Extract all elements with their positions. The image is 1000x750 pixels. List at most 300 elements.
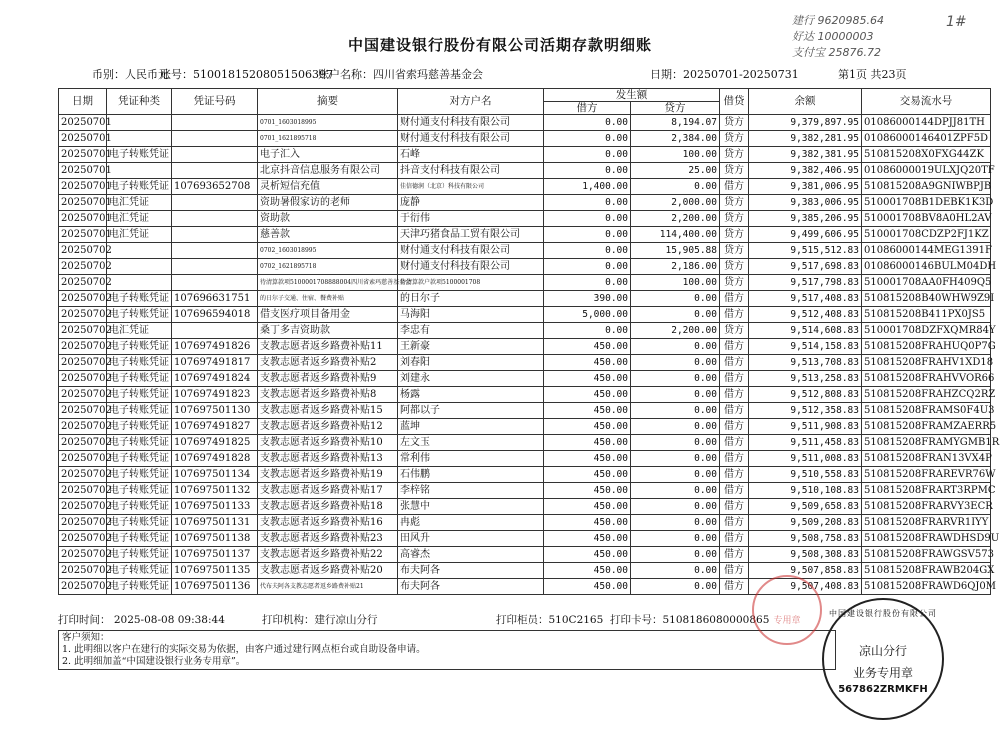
notes-line-2: 2. 此明细加盖“中国建设银行业务专用章”。 (62, 656, 246, 667)
cell-credit: 0.00 (631, 531, 720, 547)
print-time: 打印时间： 2025-08-08 09:38:44 (58, 614, 225, 626)
cell-date: 20250701 (59, 179, 107, 195)
cell-credit: 0.00 (631, 355, 720, 371)
cell-credit: 0.00 (631, 291, 720, 307)
cell-summary: 支教志愿者返乡路费补贴10 (258, 435, 398, 451)
table-row (59, 483, 991, 499)
cell-debit: 0.00 (544, 131, 631, 147)
cell-counterparty: 高睿杰 (398, 547, 544, 563)
cell-debit: 450.00 (544, 467, 631, 483)
cell-credit: 0.00 (631, 563, 720, 579)
red-seal-impression (752, 575, 822, 645)
table-row (59, 579, 991, 595)
cell-date: 20250702 (59, 355, 107, 371)
cell-voucher-type: 电子转账凭证 (107, 291, 172, 307)
cell-voucher-type: 电子转账凭证 (107, 547, 172, 563)
cell-counterparty: 天津巧猪食品工贸有限公司 (398, 227, 544, 243)
cell-dc: 贷方 (720, 227, 749, 243)
cell-debit: 450.00 (544, 403, 631, 419)
cell-summary: 代布夫阿各支教志愿者返乡路费补贴21 (258, 579, 398, 595)
cell-voucher-no: 107697501135 (172, 563, 258, 579)
table-row (59, 451, 991, 467)
col-counterparty: 对方户名 (398, 89, 544, 115)
cell-dc: 借方 (720, 403, 749, 419)
page-title: 中国建设银行股份有限公司活期存款明细账 (347, 36, 652, 54)
cell-credit: 0.00 (631, 499, 720, 515)
cell-serial: 510815208FRAHVVOR66 (862, 371, 991, 387)
handwritten-corner-mark: 1# (946, 14, 967, 30)
table-row (59, 307, 991, 323)
cell-credit: 0.00 (631, 515, 720, 531)
cell-credit: 2,384.00 (631, 131, 720, 147)
cell-counterparty: 常利伟 (398, 451, 544, 467)
cell-voucher-type: 电子转账凭证 (107, 371, 172, 387)
cell-balance: 9,382,281.95 (749, 131, 862, 147)
cell-voucher-type (107, 259, 172, 275)
cell-dc: 贷方 (720, 131, 749, 147)
cell-voucher-no: 107697501133 (172, 499, 258, 515)
cell-date: 20250702 (59, 499, 107, 515)
cell-counterparty: 财付通支付科技有限公司 (398, 259, 544, 275)
cell-voucher-no (172, 211, 258, 227)
table-row (59, 387, 991, 403)
cell-counterparty: 佳信德润（北京）科技有限公司 (398, 179, 544, 195)
table-row (59, 211, 991, 227)
cell-balance: 9,511,908.83 (749, 419, 862, 435)
cell-serial: 510815208FRAWDHSD9U (862, 531, 991, 547)
cell-voucher-no: 107697491823 (172, 387, 258, 403)
date-range: 日期：20250701-20250731 (650, 68, 799, 81)
cell-voucher-no: 107697501137 (172, 547, 258, 563)
cell-balance: 9,514,158.83 (749, 339, 862, 355)
cell-voucher-type: 电汇凭证 (107, 195, 172, 211)
cell-voucher-type (107, 131, 172, 147)
table-row (59, 243, 991, 259)
cell-serial: 510815208FRAMS0F4U3 (862, 403, 991, 419)
cell-balance: 9,509,208.83 (749, 515, 862, 531)
cell-voucher-type: 电子转账凭证 (107, 499, 172, 515)
cell-credit: 2,000.00 (631, 195, 720, 211)
table-row (59, 147, 991, 163)
cell-serial: 510815208X0FXG44ZK (862, 147, 991, 163)
cell-debit: 5,000.00 (544, 307, 631, 323)
cell-counterparty: 田风升 (398, 531, 544, 547)
cell-voucher-type: 电子转账凭证 (107, 467, 172, 483)
cell-balance: 9,515,512.83 (749, 243, 862, 259)
cell-dc: 贷方 (720, 259, 749, 275)
header-row (59, 89, 991, 102)
cell-date: 20250701 (59, 147, 107, 163)
cell-debit: 390.00 (544, 291, 631, 307)
cell-credit: 2,200.00 (631, 211, 720, 227)
cell-debit: 450.00 (544, 435, 631, 451)
cell-counterparty: 财付通支付科技有限公司 (398, 243, 544, 259)
cell-voucher-type: 电子转账凭证 (107, 419, 172, 435)
ledger-table (58, 88, 1000, 595)
cell-dc: 借方 (720, 387, 749, 403)
table-row (59, 403, 991, 419)
cell-debit: 0.00 (544, 259, 631, 275)
cell-balance: 9,510,108.83 (749, 483, 862, 499)
cell-counterparty: 抖音支付科技有限公司 (398, 163, 544, 179)
cell-dc: 借方 (720, 531, 749, 547)
cell-dc: 借方 (720, 483, 749, 499)
cell-counterparty: 刘建永 (398, 371, 544, 387)
cell-date: 20250701 (59, 211, 107, 227)
currency-label: 币别：人民币元 (92, 68, 169, 81)
cell-voucher-no: 107697491828 (172, 451, 258, 467)
cell-dc: 借方 (720, 307, 749, 323)
customer-notes (58, 630, 836, 670)
cell-voucher-no: 107697501136 (172, 579, 258, 595)
col-dc: 借贷 (720, 89, 749, 115)
cell-serial: 510815208FRARVY3ECR (862, 499, 991, 515)
cell-balance: 9,383,006.95 (749, 195, 862, 211)
notes-heading: 客户须知： (62, 632, 110, 643)
cell-debit: 450.00 (544, 579, 631, 595)
cell-serial: 510001708B1DEBK1K3D (862, 195, 991, 211)
cell-voucher-no (172, 115, 258, 131)
cell-voucher-type: 电子转账凭证 (107, 451, 172, 467)
cell-date: 20250702 (59, 531, 107, 547)
cell-counterparty: 杨露 (398, 387, 544, 403)
cell-date: 20250702 (59, 579, 107, 595)
cell-summary: 支教志愿者返乡路费补贴20 (258, 563, 398, 579)
cell-balance: 9,382,406.95 (749, 163, 862, 179)
cell-debit: 0.00 (544, 227, 631, 243)
cell-voucher-type: 电子转账凭证 (107, 307, 172, 323)
cell-balance: 9,512,358.83 (749, 403, 862, 419)
cell-debit: 1,400.00 (544, 179, 631, 195)
cell-voucher-no: 107697491825 (172, 435, 258, 451)
cell-dc: 借方 (720, 451, 749, 467)
table-row (59, 339, 991, 355)
cell-voucher-no (172, 131, 258, 147)
cell-voucher-no: 107696594018 (172, 307, 258, 323)
cell-summary: 支教志愿者返乡路费补贴2 (258, 355, 398, 371)
cell-serial: 01086000019ULXJQ20TF (862, 163, 991, 179)
cell-counterparty: 财付通支付科技有限公司 (398, 131, 544, 147)
cell-serial: 510815208FRAWGSV573 (862, 547, 991, 563)
cell-credit: 114,400.00 (631, 227, 720, 243)
cell-counterparty: 王新豪 (398, 339, 544, 355)
cell-debit: 450.00 (544, 371, 631, 387)
cell-counterparty: 刘春阳 (398, 355, 544, 371)
cell-debit: 450.00 (544, 563, 631, 579)
cell-balance: 9,499,606.95 (749, 227, 862, 243)
cell-summary: 的日尔子交通、住宿、餐费补贴 (258, 291, 398, 307)
cell-date: 20250701 (59, 195, 107, 211)
cell-voucher-type: 电子转账凭证 (107, 579, 172, 595)
cell-debit: 0.00 (544, 163, 631, 179)
cell-debit: 0.00 (544, 195, 631, 211)
cell-balance: 9,509,658.83 (749, 499, 862, 515)
cell-counterparty: 阿都以子 (398, 403, 544, 419)
cell-voucher-no (172, 227, 258, 243)
cell-serial: 510815208FRAWD6QJ0M (862, 579, 991, 595)
cell-dc: 贷方 (720, 275, 749, 291)
table-row (59, 355, 991, 371)
col-date: 日期 (59, 89, 107, 115)
cell-serial: 510815208FRAWB204GX (862, 563, 991, 579)
cell-dc: 借方 (720, 419, 749, 435)
cell-date: 20250702 (59, 515, 107, 531)
handwritten-note-3: 支付宝 25876.72 (792, 46, 881, 59)
stamp-branch: 凉山分行 (858, 644, 907, 658)
cell-serial: 510815208FRAHV1XD18 (862, 355, 991, 371)
cell-date: 20250702 (59, 435, 107, 451)
cell-summary: 支教志愿者返乡路费补贴13 (258, 451, 398, 467)
cell-date: 20250701 (59, 131, 107, 147)
cell-dc: 贷方 (720, 243, 749, 259)
cell-balance: 9,514,608.83 (749, 323, 862, 339)
cell-date: 20250701 (59, 227, 107, 243)
cell-voucher-no: 107696631751 (172, 291, 258, 307)
cell-credit: 100.00 (631, 147, 720, 163)
cell-dc: 贷方 (720, 195, 749, 211)
cell-debit: 0.00 (544, 147, 631, 163)
cell-balance: 9,510,558.83 (749, 467, 862, 483)
cell-voucher-no: 107697491824 (172, 371, 258, 387)
cell-date: 20250702 (59, 307, 107, 323)
cell-voucher-no: 107697501132 (172, 483, 258, 499)
cell-summary: 0701_1603018995 (258, 115, 398, 131)
table-row (59, 195, 991, 211)
cell-serial: 510815208FRAN13VX4P (862, 451, 991, 467)
stamp-label: 业务专用章 (852, 666, 913, 680)
cell-date: 20250701 (59, 115, 107, 131)
cell-date: 20250701 (59, 163, 107, 179)
cell-voucher-type: 电子转账凭证 (107, 339, 172, 355)
cell-voucher-no: 107697491827 (172, 419, 258, 435)
cell-voucher-type: 电子转账凭证 (107, 179, 172, 195)
cell-voucher-no: 107697501134 (172, 467, 258, 483)
table-row (59, 163, 991, 179)
cell-voucher-no: 107697501138 (172, 531, 258, 547)
cell-voucher-type: 电汇凭证 (107, 323, 172, 339)
cell-serial: 510815208FRAHZCQ2RZ (862, 387, 991, 403)
cell-counterparty: 李梓铭 (398, 483, 544, 499)
cell-dc: 借方 (720, 339, 749, 355)
cell-summary: 支教志愿者返乡路费补贴23 (258, 531, 398, 547)
cell-credit: 0.00 (631, 339, 720, 355)
cell-credit: 0.00 (631, 467, 720, 483)
cell-credit: 8,194.07 (631, 115, 720, 131)
cell-credit: 2,186.00 (631, 259, 720, 275)
cell-debit: 0.00 (544, 323, 631, 339)
table-row (59, 563, 991, 579)
cell-credit: 0.00 (631, 179, 720, 195)
cell-balance: 9,381,006.95 (749, 179, 862, 195)
cell-date: 20250702 (59, 275, 107, 291)
cell-date: 20250702 (59, 291, 107, 307)
cell-balance: 9,508,758.83 (749, 531, 862, 547)
cell-balance: 9,511,008.83 (749, 451, 862, 467)
table-row (59, 419, 991, 435)
cell-counterparty: 石峰 (398, 147, 544, 163)
cell-credit: 100.00 (631, 275, 720, 291)
cell-counterparty: 待清算款户款项5100001708 (398, 275, 544, 291)
cell-balance: 9,512,808.83 (749, 387, 862, 403)
cell-counterparty: 财付通支付科技有限公司 (398, 115, 544, 131)
cell-credit: 0.00 (631, 483, 720, 499)
bank-business-stamp (822, 598, 944, 720)
cell-counterparty: 石伟鹏 (398, 467, 544, 483)
table-row (59, 547, 991, 563)
cell-balance: 9,379,897.95 (749, 115, 862, 131)
cell-summary: 支教志愿者返乡路费补贴9 (258, 371, 398, 387)
cell-date: 20250702 (59, 483, 107, 499)
notes-line-1: 1. 此明细以客户在建行的实际交易为依据，由客户通过建行网点柜台或自助设备申请。 (62, 644, 426, 655)
cell-serial: 01086000146401ZPF5D (862, 131, 991, 147)
cell-debit: 450.00 (544, 419, 631, 435)
cell-summary: 支教志愿者返乡路费补贴8 (258, 387, 398, 403)
cell-date: 20250702 (59, 563, 107, 579)
stamp-arc-text: 中国建设银行股份有限公司 (829, 609, 937, 618)
cell-date: 20250702 (59, 451, 107, 467)
cell-voucher-no (172, 163, 258, 179)
cell-summary: 0702_1621895718 (258, 259, 398, 275)
cell-debit: 450.00 (544, 483, 631, 499)
cell-voucher-no (172, 195, 258, 211)
table-row (59, 227, 991, 243)
cell-serial: 510815208FRAMYGMB1R (862, 435, 991, 451)
cell-voucher-type (107, 275, 172, 291)
cell-summary: 资助暑假家访的老师 (258, 195, 398, 211)
cell-dc: 贷方 (720, 323, 749, 339)
table-row (59, 371, 991, 387)
cell-debit: 450.00 (544, 547, 631, 563)
cell-dc: 借方 (720, 579, 749, 595)
print-organization: 打印机构：建行凉山分行 (262, 614, 378, 626)
cell-debit: 450.00 (544, 515, 631, 531)
table-row (59, 259, 991, 275)
account-number: 账号：51001815208051506397 (160, 68, 333, 81)
cell-summary: 支教志愿者返乡路费补贴16 (258, 515, 398, 531)
cell-serial: 01086000146BULM04DH (862, 259, 991, 275)
ledger-body (59, 115, 1000, 595)
table-row (59, 499, 991, 515)
cell-date: 20250702 (59, 547, 107, 563)
cell-voucher-type (107, 163, 172, 179)
cell-dc: 贷方 (720, 163, 749, 179)
cell-balance: 9,517,798.83 (749, 275, 862, 291)
cell-credit: 0.00 (631, 451, 720, 467)
cell-credit: 0.00 (631, 435, 720, 451)
cell-debit: 0.00 (544, 243, 631, 259)
cell-credit: 15,905.88 (631, 243, 720, 259)
cell-date: 20250702 (59, 419, 107, 435)
cell-summary: 支教志愿者返乡路费补贴19 (258, 467, 398, 483)
cell-summary: 资助款 (258, 211, 398, 227)
table-row (59, 131, 991, 147)
cell-dc: 贷方 (720, 147, 749, 163)
cell-counterparty: 马海阳 (398, 307, 544, 323)
cell-dc: 借方 (720, 371, 749, 387)
cell-serial: 510815208B40WHW9Z9I (862, 291, 991, 307)
cell-date: 20250702 (59, 259, 107, 275)
table-row (59, 435, 991, 451)
cell-voucher-type (107, 115, 172, 131)
cell-summary: 支教志愿者返乡路费补贴11 (258, 339, 398, 355)
cell-counterparty: 左文玉 (398, 435, 544, 451)
cell-counterparty: 李忠有 (398, 323, 544, 339)
cell-date: 20250702 (59, 403, 107, 419)
table-row (59, 115, 991, 131)
cell-dc: 借方 (720, 179, 749, 195)
col-balance: 余额 (749, 89, 862, 115)
table-row (59, 291, 991, 307)
cell-voucher-no (172, 259, 258, 275)
cell-voucher-type: 电子转账凭证 (107, 387, 172, 403)
cell-voucher-no: 107697491817 (172, 355, 258, 371)
cell-voucher-no: 107697501130 (172, 403, 258, 419)
red-seal-text: 专用章 (773, 616, 801, 626)
cell-dc: 贷方 (720, 211, 749, 227)
cell-dc: 借方 (720, 291, 749, 307)
cell-counterparty: 布夫阿各 (398, 579, 544, 595)
cell-voucher-type: 电子转账凭证 (107, 403, 172, 419)
col-amount: 发生额 (544, 89, 720, 102)
cell-counterparty: 于衍伟 (398, 211, 544, 227)
cell-voucher-type: 电子转账凭证 (107, 531, 172, 547)
cell-credit: 0.00 (631, 307, 720, 323)
col-debit: 借方 (544, 102, 631, 115)
cell-credit: 0.00 (631, 371, 720, 387)
cell-credit: 0.00 (631, 387, 720, 403)
cell-debit: 450.00 (544, 451, 631, 467)
account-name: 账户名称：四川省索玛慈善基金会 (318, 68, 483, 81)
cell-credit: 25.00 (631, 163, 720, 179)
cell-dc: 借方 (720, 515, 749, 531)
cell-date: 20250702 (59, 243, 107, 259)
cell-serial: 01086000144MEG1391F (862, 243, 991, 259)
cell-voucher-type (107, 243, 172, 259)
cell-counterparty: 蓝坤 (398, 419, 544, 435)
cell-dc: 借方 (720, 547, 749, 563)
cell-counterparty: 冉彪 (398, 515, 544, 531)
cell-date: 20250702 (59, 467, 107, 483)
cell-voucher-no (172, 275, 258, 291)
cell-dc: 借方 (720, 355, 749, 371)
cell-summary: 电子汇入 (258, 147, 398, 163)
cell-summary: 支教志愿者返乡路费补贴18 (258, 499, 398, 515)
cell-dc: 借方 (720, 467, 749, 483)
cell-counterparty: 的日尔子 (398, 291, 544, 307)
cell-voucher-type: 电汇凭证 (107, 211, 172, 227)
cell-date: 20250702 (59, 339, 107, 355)
cell-summary: 支教志愿者返乡路费补贴15 (258, 403, 398, 419)
col-voucher-no: 凭证号码 (172, 89, 258, 115)
cell-balance: 9,513,708.83 (749, 355, 862, 371)
page-indicator: 第1页 共23页 (838, 68, 907, 81)
table-row (59, 275, 991, 291)
cell-counterparty: 布夫阿各 (398, 563, 544, 579)
cell-voucher-no (172, 147, 258, 163)
col-serial: 交易流水号 (862, 89, 991, 115)
cell-balance: 9,507,858.83 (749, 563, 862, 579)
cell-serial: 510815208FRAHUQ0P7G (862, 339, 991, 355)
cell-voucher-no: 107697491826 (172, 339, 258, 355)
cell-summary: 灵析短信充值 (258, 179, 398, 195)
cell-credit: 0.00 (631, 403, 720, 419)
cell-serial: 510815208FRARVR1IYY (862, 515, 991, 531)
handwritten-note-1: 建行 9620985.64 (792, 14, 884, 27)
cell-balance: 9,508,308.83 (749, 547, 862, 563)
cell-date: 20250702 (59, 387, 107, 403)
cell-date: 20250702 (59, 323, 107, 339)
cell-counterparty: 张慧中 (398, 499, 544, 515)
